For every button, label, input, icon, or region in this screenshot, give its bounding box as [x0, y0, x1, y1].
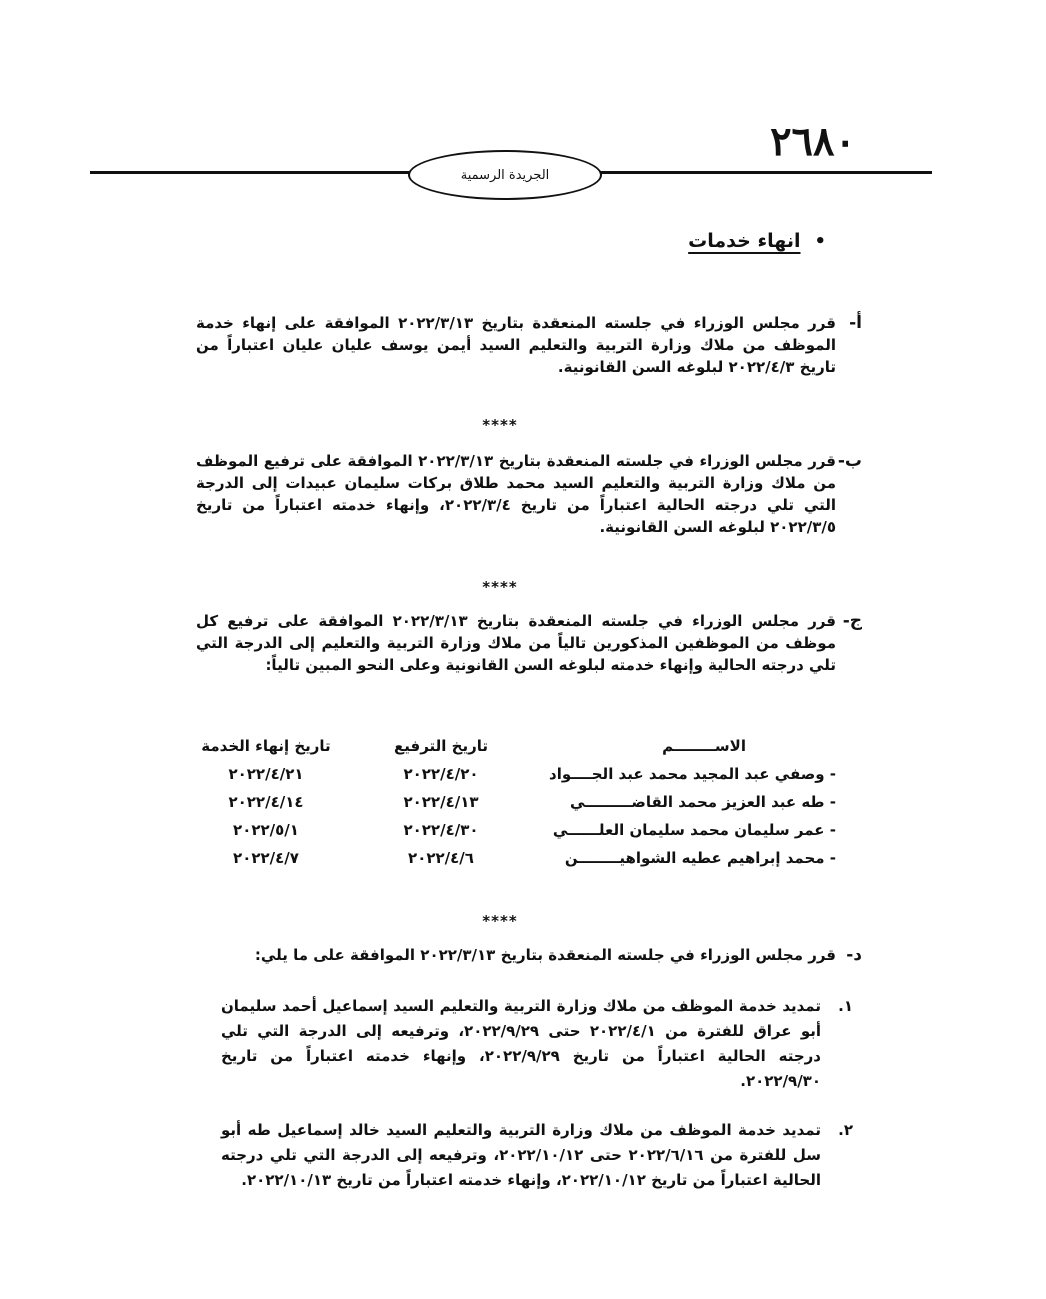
paragraph-c [196, 610, 862, 676]
end-date: ٢٠٢٢/٤/٧ [233, 849, 299, 867]
paragraph-d-letter: د- [846, 945, 862, 965]
list-item-text: تمديد خدمة الموظف من ملاك وزارة التربية والتعليم السيد خالد إسماعيل طه أبو سل للفترة من ٢٠٢٢/٦/١٦ حتى ٢٠٢٢/١٠/١٢، وترفيعه إلى الدرجة التي تلي درجته الحالية اعتباراً من تاريخ ٢٠٢٢/١٠/١٢، وإنهاء خدمته اعتباراً من تاريخ ٢٠٢٢/١٠/١٣. [221, 1121, 821, 1189]
list-item-number: ١. [838, 997, 853, 1015]
header-name: الاســــــــم [662, 737, 746, 755]
paragraph-a-text: قرر مجلس الوزراء في جلسته المنعقدة بتاريخ ٢٠٢٢/٣/١٣ الموافقة على إنهاء خدمة الموظف من ملاك وزارة التربية والتعليم السيد أيمن يوسف عليان عليان اعتباراً من تاريخ ٢٠٢٢/٤/٣ لبلوغه السن القانونية. [196, 314, 836, 376]
header-end-date: تاريخ إنهاء الخدمة [201, 737, 331, 755]
employee-name: - وصفي عبد المجيد محمد عبد الجــــواد [549, 765, 836, 783]
table-row [176, 816, 836, 844]
paragraph-b [196, 450, 862, 538]
list-item-text: تمديد خدمة الموظف من ملاك وزارة التربية والتعليم السيد إسماعيل أحمد سليمان أبو عراق للفترة من ٢٠٢٢/٤/١ حتى ٢٠٢٢/٩/٢٩، وترفيعه إلى الدرجة التي تلي درجته الحالية اعتباراً من تاريخ ٢٠٢٢/٩/٢٩، وإنهاء خدمته اعتباراً من تاريخ ٢٠٢٢/٩/٣٠. [221, 997, 821, 1090]
employee-name: - محمد إبراهيم عطيه الشواهيــــــــن [564, 849, 836, 867]
page-number: ٢٦٨٠ [770, 118, 856, 165]
paragraph-b-letter: ب- [837, 451, 862, 471]
paragraph-b-text: قرر مجلس الوزراء في جلسته المنعقدة بتاريخ ٢٠٢٢/٣/١٣ الموافقة على ترفيع الموظف من ملاك وزارة التربية والتعليم السيد محمد طلاق بركات سليمان عبيدات إلى الدرجة التي تلي درجته الحالية اعتباراً من تاريخ ٢٠٢٢/٣/٤، وإنهاء خدمته اعتباراً من تاريخ ٢٠٢٢/٣/٥ لبلوغه السن القانونية. [196, 452, 837, 536]
employee-name: - عمر سليمان محمد سليمان العلــــــي [552, 821, 836, 839]
promotion-date: ٢٠٢٢/٤/٢٠ [403, 765, 479, 783]
list-item-number: ٢. [838, 1121, 853, 1139]
header-promotion-date: تاريخ الترفيع [394, 737, 488, 755]
paragraph-c-text: قرر مجلس الوزراء في جلسته المنعقدة بتاريخ ٢٠٢٢/٣/١٣ الموافقة على ترفيع كل موظف من الموظفين المذكورين تالياً من ملاك وزارة التربية والتعليم إلى الدرجة التي تلي درجته الحالية وإنهاء خدمته لبلوغه السن القانونية وعلى النحو المبين تالياً: [196, 612, 836, 674]
table-row [176, 760, 836, 788]
end-date: ٢٠٢٢/٤/١٤ [228, 793, 304, 811]
promotion-date: ٢٠٢٢/٤/٣٠ [403, 821, 479, 839]
section-title [688, 230, 826, 252]
section-title-text: انهاء خدمات [688, 230, 801, 252]
separator-stars-3: **** [482, 912, 518, 930]
promotion-date: ٢٠٢٢/٤/٦ [408, 849, 474, 867]
gazette-name-badge [408, 150, 602, 200]
end-date: ٢٠٢٢/٥/١ [233, 821, 299, 839]
employee-name: - طه عبد العزيز محمد القاضـــــــــي [570, 793, 836, 811]
paragraph-a-letter: أ- [849, 313, 862, 333]
end-date: ٢٠٢٢/٤/٢١ [228, 765, 304, 783]
gazette-name: الجريدة الرسمية [460, 167, 550, 183]
paragraph-d-text: قرر مجلس الوزراء في جلسته المنعقدة بتاريخ ٢٠٢٢/٣/١٣ الموافقة على ما يلي: [254, 946, 836, 964]
table-header-row [176, 732, 836, 760]
bullet-icon: • [814, 230, 826, 252]
list-item [221, 994, 853, 1094]
paragraph-c-letter: ج- [842, 611, 862, 631]
separator-stars-2: **** [482, 578, 518, 596]
table-row [176, 788, 836, 816]
paragraph-a [196, 312, 862, 378]
employees-table [176, 732, 836, 872]
list-item [221, 1118, 853, 1193]
table-row [176, 844, 836, 872]
promotion-date: ٢٠٢٢/٤/١٣ [403, 793, 479, 811]
paragraph-d [196, 944, 862, 966]
separator-stars-1: **** [482, 416, 518, 434]
